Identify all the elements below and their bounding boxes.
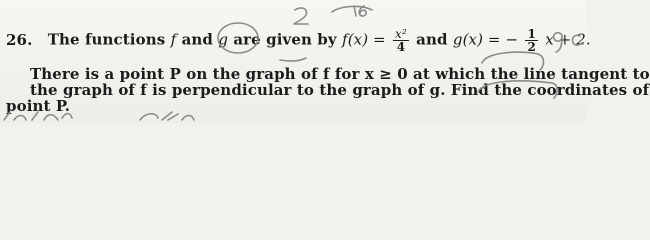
f-fraction	[393, 28, 409, 53]
word-and: and	[181, 30, 213, 49]
problem-line-3: the graph of f is perpendicular to the graph of g. Find the coordinates of	[30, 81, 650, 99]
f-definition-lhs: f(x) =	[342, 30, 386, 49]
pencil-annotations	[0, 0, 586, 123]
var-g: g	[218, 30, 229, 49]
pencil-underline-g	[280, 58, 306, 61]
problem-line-2: There is a point P on the graph of f for x ≥ 0 at which the line tangent to	[30, 65, 650, 83]
g-fraction-denominator: 2	[527, 40, 536, 54]
g-fraction-numerator: 1	[527, 27, 536, 41]
problem-number: 26.	[6, 30, 33, 49]
pencil-mark-arc	[332, 6, 372, 12]
problem-line-1	[6, 28, 591, 53]
g-definition-lhs: g(x) = −	[452, 30, 519, 49]
g-definition-rhs: x + 2.	[545, 30, 591, 49]
problem-line-4: point P.	[6, 97, 71, 115]
problem-text-given: are given by	[233, 30, 337, 49]
pencil-marks-svg	[0, 0, 586, 123]
pencil-mark-2	[294, 8, 308, 24]
f-fraction-denominator: 4	[396, 40, 406, 54]
g-fraction	[525, 28, 537, 53]
pencil-mark-16	[354, 6, 366, 16]
problem-text-intro: The functions	[47, 30, 166, 49]
f-fraction-numerator: x²	[395, 27, 407, 41]
var-f: f	[170, 30, 177, 49]
word-and-2: and	[416, 30, 448, 49]
pencil-bottom-middle	[140, 112, 194, 120]
